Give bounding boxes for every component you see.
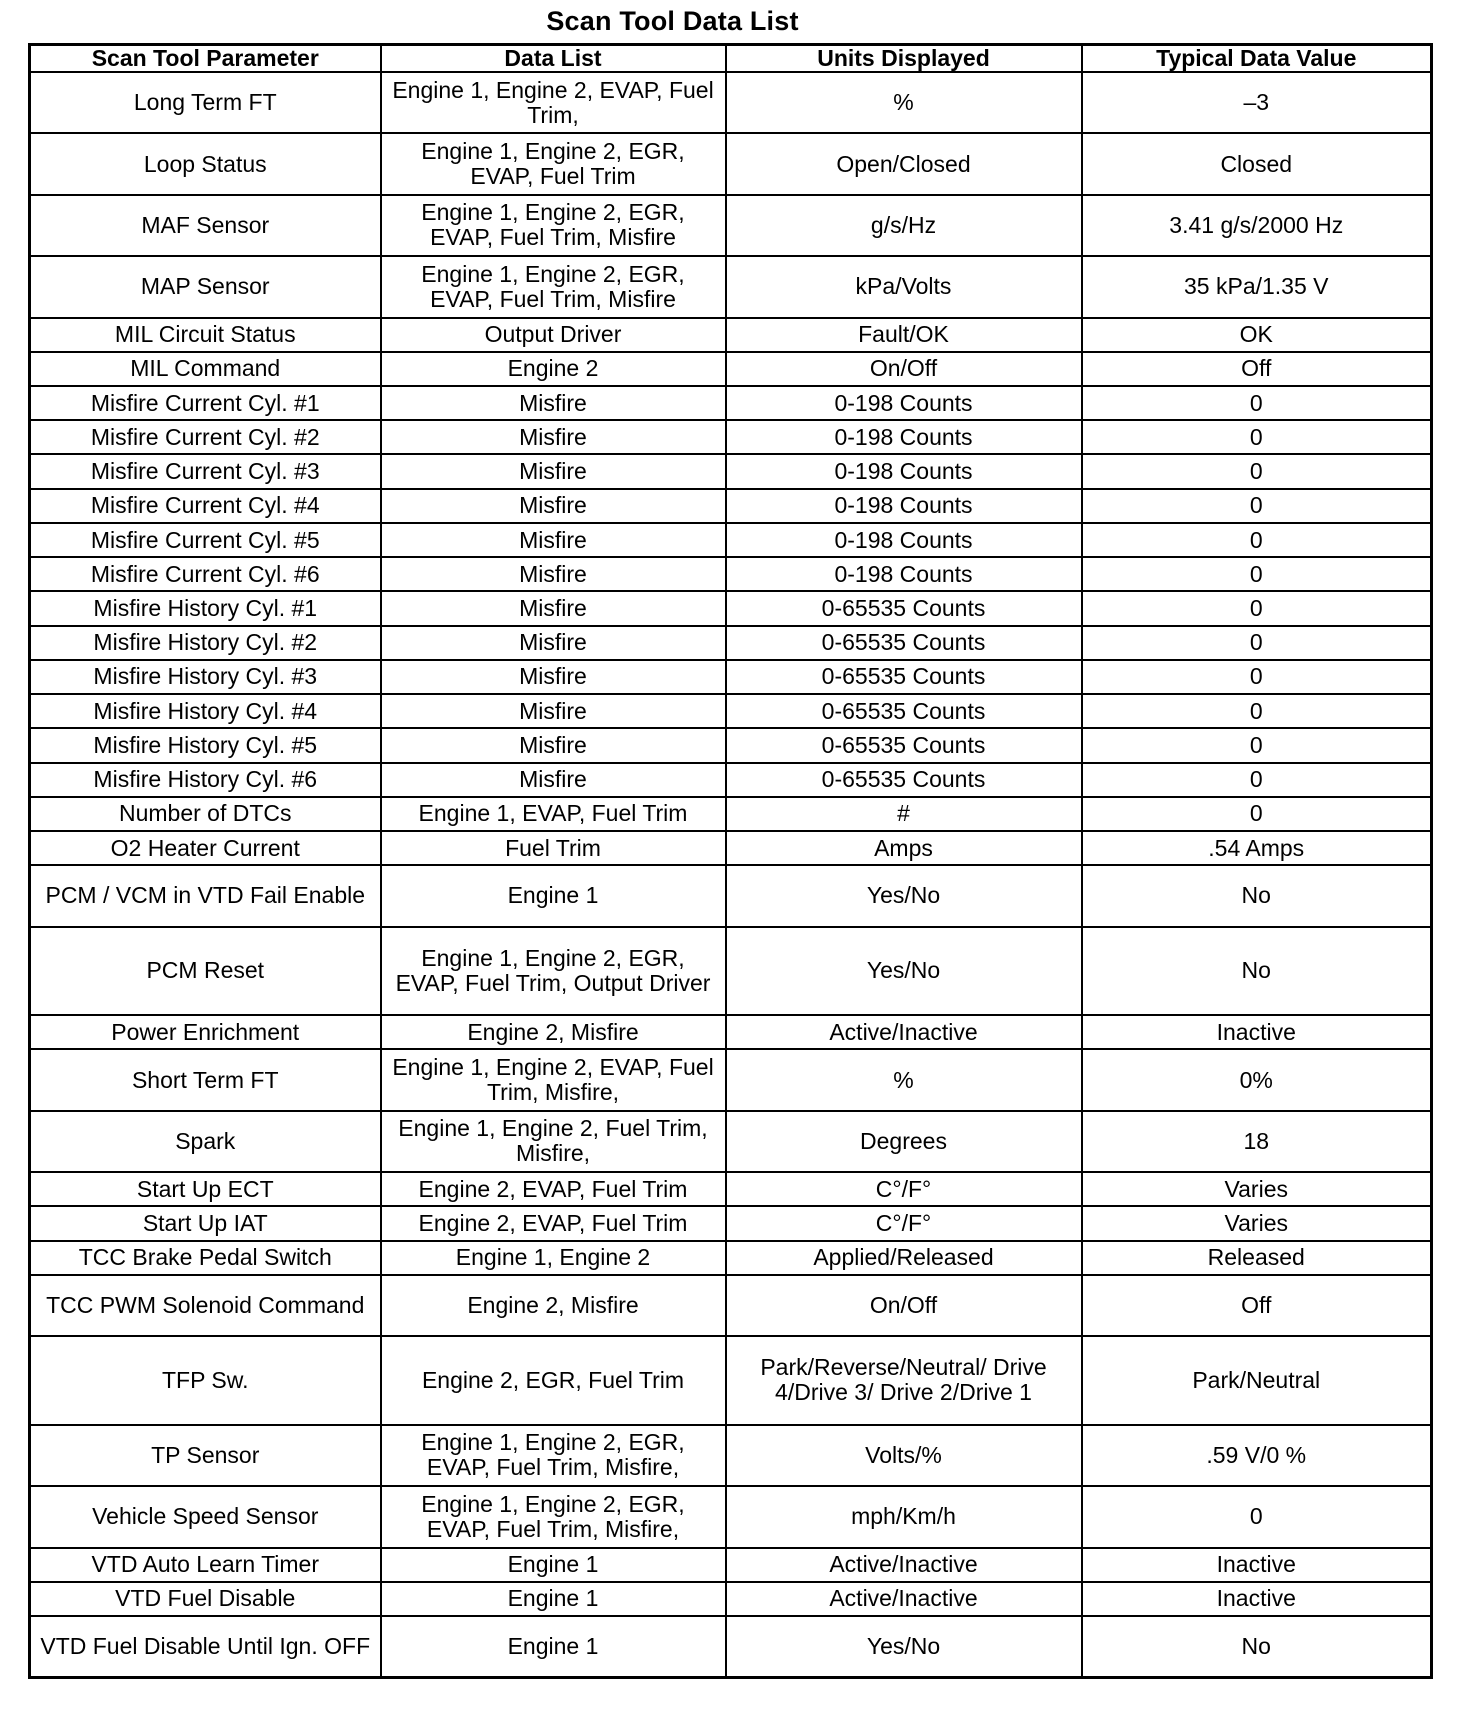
- cell-units: 0-65535 Counts: [726, 626, 1082, 660]
- cell-data-list: Engine 2, EVAP, Fuel Trim: [381, 1172, 726, 1206]
- cell-data-list: Engine 2, Misfire: [381, 1275, 726, 1336]
- cell-units: Volts/%: [726, 1425, 1082, 1486]
- cell-parameter: Short Term FT: [30, 1049, 381, 1110]
- cell-data-list: Misfire: [381, 420, 726, 454]
- cell-parameter: Misfire Current Cyl. #2: [30, 420, 381, 454]
- cell-units: On/Off: [726, 1275, 1082, 1336]
- cell-data-list: Engine 1: [381, 1582, 726, 1616]
- cell-units: 0-65535 Counts: [726, 694, 1082, 728]
- table-row: [30, 420, 1432, 454]
- table-row: [30, 523, 1432, 557]
- cell-parameter: Misfire Current Cyl. #3: [30, 454, 381, 488]
- table-row: [30, 660, 1432, 694]
- cell-units: Open/Closed: [726, 133, 1082, 194]
- cell-typical-value: 35 kPa/1.35 V: [1082, 256, 1432, 317]
- cell-units: %: [726, 72, 1082, 133]
- table-row: [30, 865, 1432, 926]
- cell-data-list: Engine 1, Engine 2: [381, 1241, 726, 1275]
- table-row: [30, 133, 1432, 194]
- cell-data-list: Engine 2: [381, 352, 726, 386]
- table-row: [30, 195, 1432, 256]
- table-row: [30, 1425, 1432, 1486]
- cell-typical-value: Varies: [1082, 1206, 1432, 1240]
- cell-units: 0-198 Counts: [726, 489, 1082, 523]
- cell-parameter: VTD Auto Learn Timer: [30, 1548, 381, 1582]
- cell-parameter: Loop Status: [30, 133, 381, 194]
- cell-parameter: TP Sensor: [30, 1425, 381, 1486]
- cell-parameter: Misfire Current Cyl. #5: [30, 523, 381, 557]
- cell-data-list: Engine 1, Engine 2, EGR, EVAP, Fuel Trim, Misfire,: [381, 1425, 726, 1486]
- cell-typical-value: 0: [1082, 694, 1432, 728]
- cell-parameter: Long Term FT: [30, 72, 381, 133]
- cell-parameter: Misfire Current Cyl. #6: [30, 557, 381, 591]
- table-row: [30, 489, 1432, 523]
- cell-typical-value: Varies: [1082, 1172, 1432, 1206]
- table-row: [30, 591, 1432, 625]
- page-title: Scan Tool Data List: [546, 6, 799, 36]
- cell-units: Active/Inactive: [726, 1015, 1082, 1049]
- cell-parameter: Power Enrichment: [30, 1015, 381, 1049]
- cell-units: 0-198 Counts: [726, 523, 1082, 557]
- header-units-displayed: Units Displayed: [726, 45, 1082, 73]
- table-row: [30, 1206, 1432, 1240]
- table-row: [30, 694, 1432, 728]
- cell-typical-value: 0: [1082, 557, 1432, 591]
- cell-data-list: Engine 1, EVAP, Fuel Trim: [381, 797, 726, 831]
- cell-data-list: Fuel Trim: [381, 831, 726, 865]
- cell-data-list: Misfire: [381, 557, 726, 591]
- table-row: [30, 454, 1432, 488]
- cell-units: Yes/No: [726, 1616, 1082, 1678]
- cell-parameter: Misfire History Cyl. #2: [30, 626, 381, 660]
- cell-units: C°/F°: [726, 1206, 1082, 1240]
- table-row: [30, 831, 1432, 865]
- cell-parameter: Misfire History Cyl. #6: [30, 763, 381, 797]
- cell-data-list: Engine 1: [381, 865, 726, 926]
- cell-parameter: MIL Circuit Status: [30, 318, 381, 352]
- cell-parameter: Number of DTCs: [30, 797, 381, 831]
- cell-data-list: Engine 1, Engine 2, EVAP, Fuel Trim, Misfire,: [381, 1049, 726, 1110]
- cell-units: Park/Reverse/Neutral/ Drive 4/Drive 3/ Drive 2/Drive 1: [726, 1336, 1082, 1425]
- cell-data-list: Misfire: [381, 626, 726, 660]
- cell-data-list: Engine 1, Engine 2, EVAP, Fuel Trim,: [381, 72, 726, 133]
- cell-parameter: Start Up ECT: [30, 1172, 381, 1206]
- cell-units: %: [726, 1049, 1082, 1110]
- cell-units: 0-198 Counts: [726, 454, 1082, 488]
- table-row: [30, 1275, 1432, 1336]
- cell-units: Degrees: [726, 1111, 1082, 1172]
- cell-units: 0-65535 Counts: [726, 728, 1082, 762]
- table-row: [30, 1486, 1432, 1547]
- cell-data-list: Misfire: [381, 591, 726, 625]
- header-data-list: Data List: [381, 45, 726, 73]
- table-row: [30, 557, 1432, 591]
- cell-parameter: Spark: [30, 1111, 381, 1172]
- cell-units: Yes/No: [726, 927, 1082, 1016]
- cell-data-list: Engine 1: [381, 1548, 726, 1582]
- cell-typical-value: Inactive: [1082, 1015, 1432, 1049]
- cell-typical-value: –3: [1082, 72, 1432, 133]
- cell-data-list: Engine 2, Misfire: [381, 1015, 726, 1049]
- cell-typical-value: 0: [1082, 489, 1432, 523]
- cell-parameter: Misfire Current Cyl. #1: [30, 386, 381, 420]
- table-row: [30, 1548, 1432, 1582]
- cell-data-list: Misfire: [381, 728, 726, 762]
- cell-units: On/Off: [726, 352, 1082, 386]
- table-row: [30, 72, 1432, 133]
- cell-typical-value: 0: [1082, 420, 1432, 454]
- cell-parameter: TFP Sw.: [30, 1336, 381, 1425]
- cell-typical-value: 0: [1082, 728, 1432, 762]
- cell-typical-value: Off: [1082, 1275, 1432, 1336]
- cell-data-list: Misfire: [381, 386, 726, 420]
- cell-data-list: Engine 1, Engine 2, EGR, EVAP, Fuel Trim, Output Driver: [381, 927, 726, 1016]
- cell-data-list: Engine 1, Engine 2, Fuel Trim, Misfire,: [381, 1111, 726, 1172]
- header-typical-data-value: Typical Data Value: [1082, 45, 1432, 73]
- cell-typical-value: 0: [1082, 797, 1432, 831]
- cell-typical-value: 0: [1082, 454, 1432, 488]
- cell-typical-value: No: [1082, 865, 1432, 926]
- cell-typical-value: Inactive: [1082, 1548, 1432, 1582]
- cell-data-list: Misfire: [381, 694, 726, 728]
- cell-parameter: O2 Heater Current: [30, 831, 381, 865]
- cell-units: 0-198 Counts: [726, 420, 1082, 454]
- cell-units: #: [726, 797, 1082, 831]
- cell-typical-value: .59 V/0 %: [1082, 1425, 1432, 1486]
- table-row: [30, 1616, 1432, 1678]
- cell-units: Yes/No: [726, 865, 1082, 926]
- cell-typical-value: 0: [1082, 763, 1432, 797]
- cell-units: Amps: [726, 831, 1082, 865]
- cell-parameter: TCC Brake Pedal Switch: [30, 1241, 381, 1275]
- cell-typical-value: 0: [1082, 1486, 1432, 1547]
- cell-typical-value: Inactive: [1082, 1582, 1432, 1616]
- cell-typical-value: Off: [1082, 352, 1432, 386]
- scan-tool-data-table: [28, 43, 1433, 1679]
- table-row: [30, 386, 1432, 420]
- cell-data-list: Engine 1, Engine 2, EGR, EVAP, Fuel Trim, Misfire: [381, 256, 726, 317]
- cell-parameter: Misfire History Cyl. #3: [30, 660, 381, 694]
- cell-parameter: MIL Command: [30, 352, 381, 386]
- table-row: [30, 318, 1432, 352]
- cell-units: Active/Inactive: [726, 1548, 1082, 1582]
- cell-typical-value: 0: [1082, 660, 1432, 694]
- table-row: [30, 352, 1432, 386]
- table-row: [30, 1582, 1432, 1616]
- cell-data-list: Engine 2, EVAP, Fuel Trim: [381, 1206, 726, 1240]
- table-row: [30, 1015, 1432, 1049]
- table-row: [30, 797, 1432, 831]
- cell-typical-value: Closed: [1082, 133, 1432, 194]
- cell-typical-value: 3.41 g/s/2000 Hz: [1082, 195, 1432, 256]
- table-row: [30, 763, 1432, 797]
- cell-typical-value: 0: [1082, 523, 1432, 557]
- table-row: [30, 1049, 1432, 1110]
- cell-units: 0-198 Counts: [726, 386, 1082, 420]
- cell-parameter: PCM / VCM in VTD Fail Enable: [30, 865, 381, 926]
- cell-units: Fault/OK: [726, 318, 1082, 352]
- cell-typical-value: 0%: [1082, 1049, 1432, 1110]
- cell-parameter: PCM Reset: [30, 927, 381, 1016]
- cell-parameter: Misfire History Cyl. #1: [30, 591, 381, 625]
- cell-data-list: Misfire: [381, 523, 726, 557]
- cell-units: 0-65535 Counts: [726, 763, 1082, 797]
- cell-typical-value: No: [1082, 927, 1432, 1016]
- cell-data-list: Engine 1: [381, 1616, 726, 1678]
- cell-typical-value: 0: [1082, 386, 1432, 420]
- header-scan-tool-parameter: Scan Tool Parameter: [30, 45, 381, 73]
- table-row: [30, 626, 1432, 660]
- cell-units: 0-65535 Counts: [726, 591, 1082, 625]
- cell-data-list: Engine 2, EGR, Fuel Trim: [381, 1336, 726, 1425]
- cell-data-list: Misfire: [381, 660, 726, 694]
- cell-units: Applied/Released: [726, 1241, 1082, 1275]
- cell-parameter: MAP Sensor: [30, 256, 381, 317]
- cell-parameter: VTD Fuel Disable: [30, 1582, 381, 1616]
- cell-parameter: Start Up IAT: [30, 1206, 381, 1240]
- cell-typical-value: No: [1082, 1616, 1432, 1678]
- table-row: [30, 1336, 1432, 1425]
- cell-units: C°/F°: [726, 1172, 1082, 1206]
- cell-data-list: Misfire: [381, 454, 726, 488]
- cell-units: 0-198 Counts: [726, 557, 1082, 591]
- cell-parameter: TCC PWM Solenoid Command: [30, 1275, 381, 1336]
- table-row: [30, 927, 1432, 1016]
- cell-parameter: Misfire Current Cyl. #4: [30, 489, 381, 523]
- table-row: [30, 1241, 1432, 1275]
- cell-parameter: Misfire History Cyl. #4: [30, 694, 381, 728]
- cell-typical-value: Park/Neutral: [1082, 1336, 1432, 1425]
- cell-typical-value: 0: [1082, 626, 1432, 660]
- cell-data-list: Engine 1, Engine 2, EGR, EVAP, Fuel Trim, Misfire,: [381, 1486, 726, 1547]
- table-row: [30, 256, 1432, 317]
- cell-units: mph/Km/h: [726, 1486, 1082, 1547]
- cell-typical-value: OK: [1082, 318, 1432, 352]
- table-row: [30, 1111, 1432, 1172]
- cell-data-list: Output Driver: [381, 318, 726, 352]
- cell-data-list: Engine 1, Engine 2, EGR, EVAP, Fuel Trim: [381, 133, 726, 194]
- cell-units: g/s/Hz: [726, 195, 1082, 256]
- cell-units: 0-65535 Counts: [726, 660, 1082, 694]
- cell-data-list: Engine 1, Engine 2, EGR, EVAP, Fuel Trim, Misfire: [381, 195, 726, 256]
- cell-typical-value: .54 Amps: [1082, 831, 1432, 865]
- cell-typical-value: 0: [1082, 591, 1432, 625]
- cell-parameter: Misfire History Cyl. #5: [30, 728, 381, 762]
- cell-parameter: VTD Fuel Disable Until Ign. OFF: [30, 1616, 381, 1678]
- cell-units: kPa/Volts: [726, 256, 1082, 317]
- cell-typical-value: 18: [1082, 1111, 1432, 1172]
- cell-units: Active/Inactive: [726, 1582, 1082, 1616]
- cell-parameter: Vehicle Speed Sensor: [30, 1486, 381, 1547]
- cell-data-list: Misfire: [381, 489, 726, 523]
- table-row: [30, 728, 1432, 762]
- header-row: [30, 45, 1432, 73]
- table-row: [30, 1172, 1432, 1206]
- cell-data-list: Misfire: [381, 763, 726, 797]
- cell-typical-value: Released: [1082, 1241, 1432, 1275]
- cell-parameter: MAF Sensor: [30, 195, 381, 256]
